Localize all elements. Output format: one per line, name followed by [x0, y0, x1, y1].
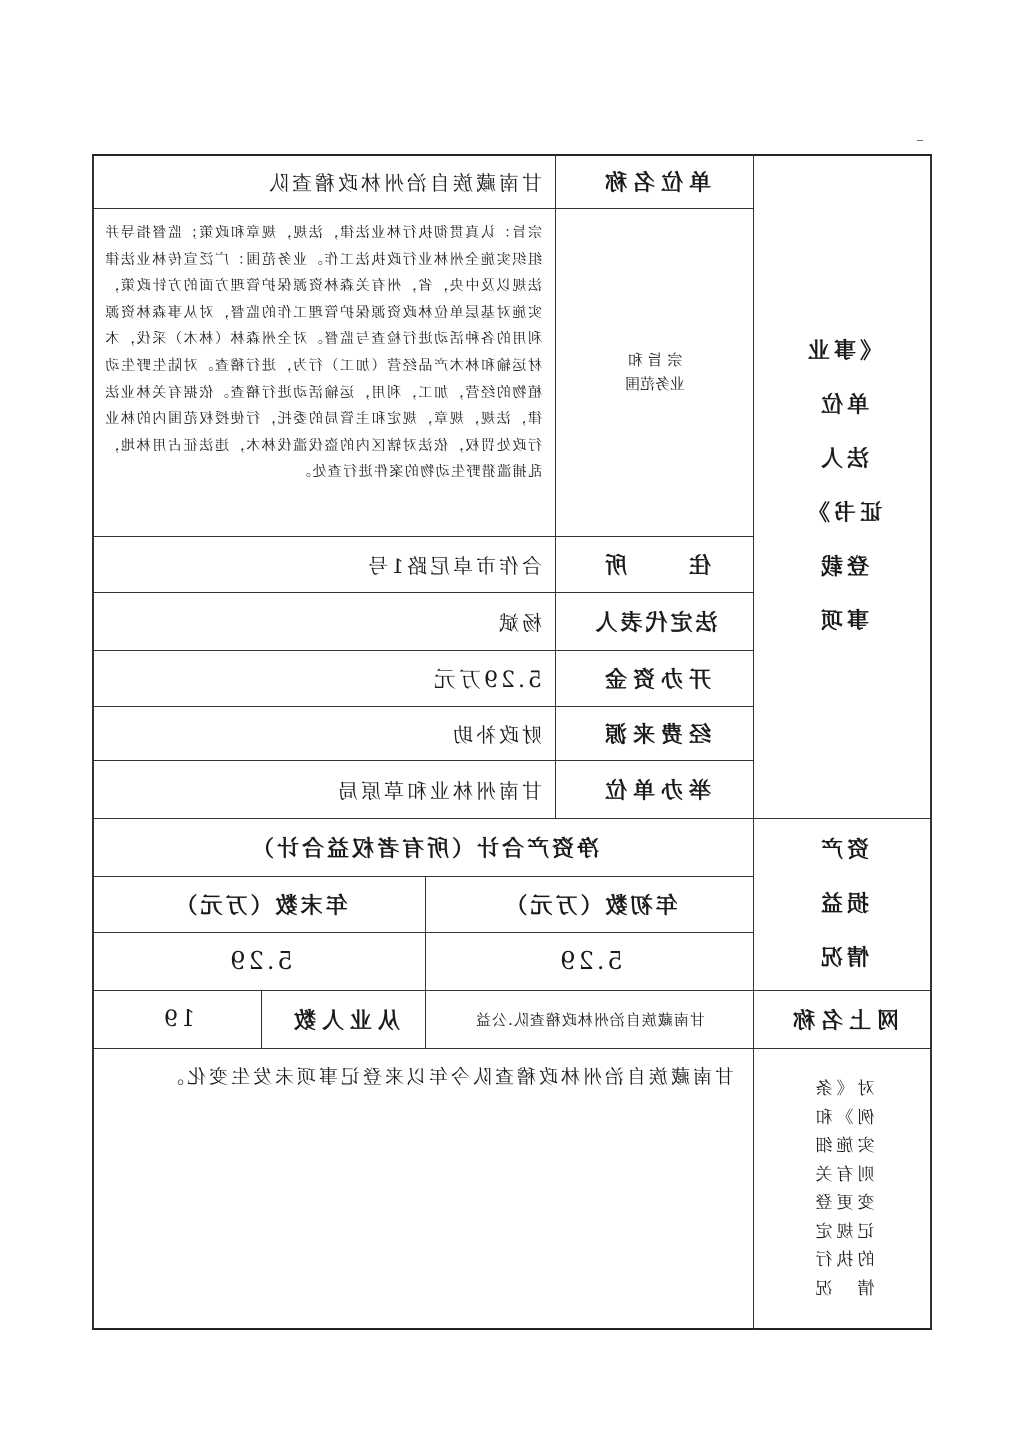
end-year-value: 5.29 [227, 947, 293, 975]
side-line: 损益 [817, 891, 870, 917]
legal-rep-label: 法定代表人 [592, 609, 718, 636]
legal-rep-value: 杨斌 [496, 610, 542, 635]
end-year-label: 年末数（万元） [172, 892, 348, 919]
begin-year-label: 年初数（万元） [502, 892, 678, 919]
regulation-text: 甘南藏族自治州林政稽查队今年以来登记事项未发生变化。 [161, 1066, 734, 1088]
assets-side-header [754, 818, 932, 990]
online-name-value: 甘南藏族自治州林政稽查队.公益 [475, 1010, 705, 1029]
side-line: 实施细 [811, 1136, 875, 1156]
employees-value: 19 [161, 1006, 195, 1032]
side-line: 证书》 [804, 500, 883, 526]
sponsor-label: 举办单位 [599, 777, 712, 804]
page-corner-mark [917, 140, 923, 141]
employees-label: 从业人数 [288, 1007, 401, 1034]
purpose-label [625, 348, 685, 396]
funding-source-label: 经费来源 [599, 721, 712, 748]
side-line: 登载 [817, 554, 870, 580]
side-line: 的执行 [811, 1250, 875, 1270]
side-line: 则有关 [811, 1164, 875, 1185]
side-line: 变更登 [811, 1193, 875, 1213]
side-line: 事项 [817, 608, 870, 634]
side-line: 情 况 [811, 1278, 875, 1299]
purpose-text: 宗旨：认真贯彻执行林业法律，法规，规章和政策；监督指导并组织实施全州林业行政执法工作。业务范围：广泛宣传林业法律法规以及中央，省，州有关森林资源保护管理方面的方针政策，实施对基层单位林政资源保护管理工作的监督，对从事森林资源利用的各种活动进行检查与监督。对全州森林（林木）采伐，木材运输和林木产品经营（加工）行为，进行稽查。对陆生野生动植物的经营，加工，利用，运输活动进行稽查。依据有关林业法律，法规，规章，规定和主管局的委托，行使授权范围内的林业行政处罚权，依法对辖区内的盗伐滥伐林木，违法征占用林地，乱捕滥猎野生动物的案件进行查处。 [104, 225, 542, 481]
funds-label: 开办资金 [599, 666, 712, 693]
funding-source-value: 财政补助 [450, 722, 542, 747]
registration-form [92, 154, 932, 1330]
unit-name-label: 单位名称 [599, 169, 712, 196]
side-line: 记规定 [811, 1221, 875, 1242]
sponsor-value: 甘南州林业和草原局 [335, 778, 542, 803]
address-label: 住 所 [599, 552, 712, 579]
net-assets-header: 净资产合计（所有者权益合计） [249, 835, 600, 862]
registered-items-header [754, 154, 932, 818]
purpose-label-line: 业务范围 [625, 375, 686, 393]
purpose-label-line: 宗 旨 和 [627, 351, 683, 369]
side-line: 对《条 [811, 1079, 875, 1099]
regulation-side-header [754, 1048, 932, 1330]
funds-value: 5.29万元 [431, 667, 542, 693]
side-line: 例》和 [811, 1107, 875, 1128]
side-line: 《事业 [804, 338, 883, 364]
side-line: 法人 [817, 446, 870, 472]
side-line: 单位 [817, 392, 870, 418]
side-line: 情况 [817, 945, 870, 971]
side-line: 资产 [817, 837, 870, 863]
begin-year-value: 5.29 [557, 947, 623, 975]
address-value: 合作市卓尼路1号 [365, 553, 542, 578]
unit-name-value: 甘南藏族自治州林政稽查队 [266, 170, 542, 195]
online-name-label: 网上名称 [787, 1007, 900, 1034]
purpose-label-cell [556, 208, 754, 536]
